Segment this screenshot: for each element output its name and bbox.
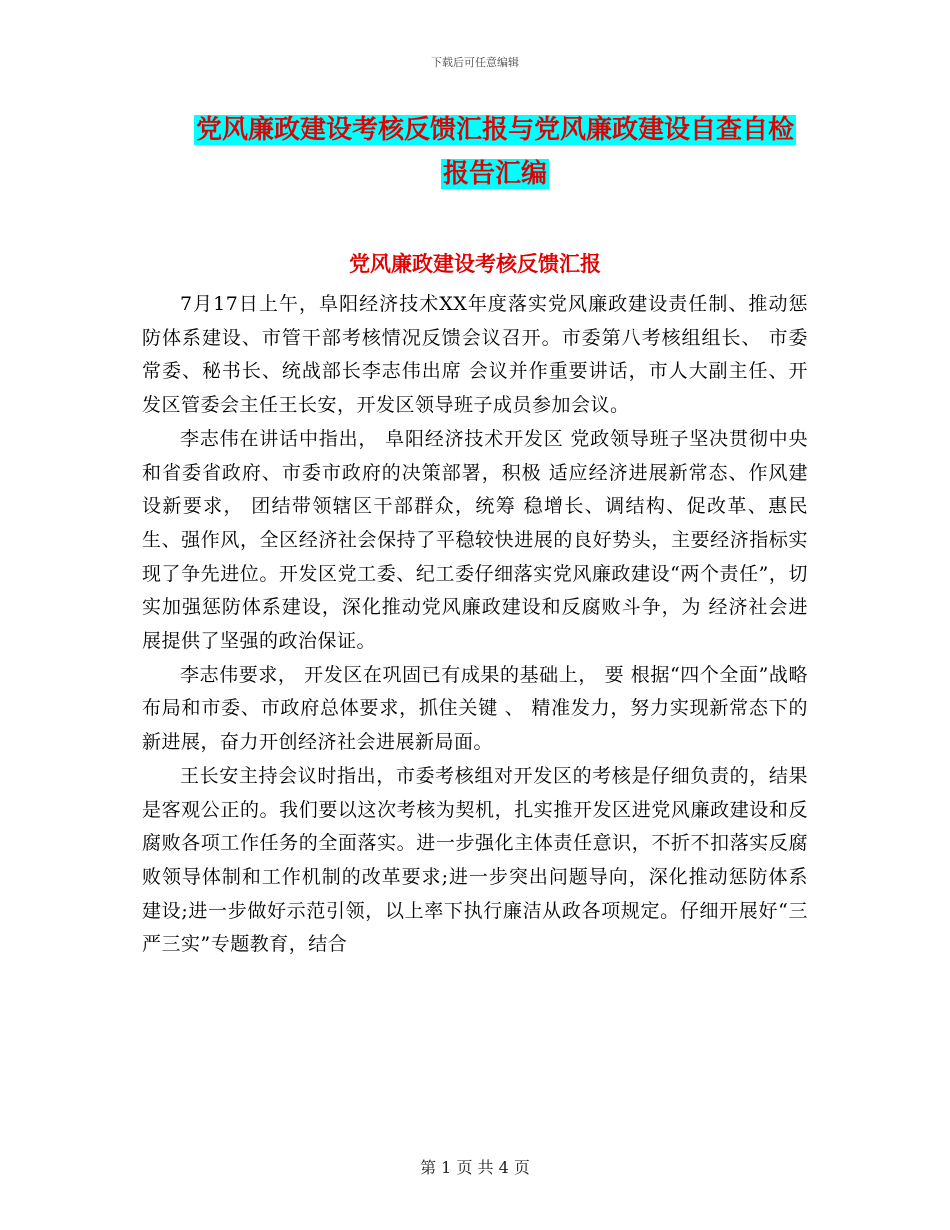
body-text bbox=[142, 288, 808, 962]
paragraph: 7月17日上午，阜阳经济技术XX年度落实党风廉政建设责任制、推动惩防体系建设、市管干部考核情况反馈会议召开。市委第八考核组组长、 市委常委、秘书长、统战部长李志伟出席 会议并作重要讲话，市人大副主任、开发区管委会主任王长安，开发区领导班子成员参加会议。 bbox=[142, 293, 808, 417]
title-line-1: 党风廉政建设考核反馈汇报与党风廉政建设自查自检 bbox=[195, 115, 794, 145]
section-title: 党风廉政建设考核反馈汇报 bbox=[349, 252, 601, 276]
paragraph: 王长安主持会议时指出，市委考核组对开发区的考核是仔细负责的，结果是客观公正的。我们要以这次考核为契机，扎实推开发区进党风廉政建设和反腐败各项工作任务的全面落实。进一步强化主体责任意识，不折不扣落实反腐败领导体制和工作机制的改革要求;进一步突出问题导向，深化推动惩防体系建设;进一步做好示范引领，以上率下执行廉洁从政各项规定。仔细开展好“三严三实”专题教育，结合 bbox=[142, 764, 808, 956]
title-line-2: 报告汇编 bbox=[442, 159, 547, 189]
paragraph: 李志伟要求， 开发区在巩固已有成果的基础上， 要 根据“四个全面”战略布局和市委、市政府总体要求，抓住关键 、 精准发力，努力实现新常态下的新进展，奋力开创经济社会进展新局面。 bbox=[142, 663, 808, 754]
paragraph: 李志伟在讲话中指出， 阜阳经济技术开发区 党政领导班子坚决贯彻中央和省委省政府、市委市政府的决策部署，积极 适应经济进展新常态、作风建设新要求， 团结带领辖区干部群众，统筹 稳增长、调结构、促改革、惠民生、强作风，全区经济社会保持了平稳较快进展的良好势头，主要经济指标实现了争先进位。开发区党工委、纪工委仔细落实党风廉政建设“两个责任”，切实加强惩防体系建设，深化推动党风廉政建设和反腐败斗争，为 经济社会进展提供了坚强的政治保证。 bbox=[142, 427, 808, 653]
document-title bbox=[150, 108, 840, 196]
page-footer: 第 1 页 共 4 页 bbox=[420, 1158, 530, 1177]
header-note: 下载后可任意编辑 bbox=[431, 56, 519, 69]
